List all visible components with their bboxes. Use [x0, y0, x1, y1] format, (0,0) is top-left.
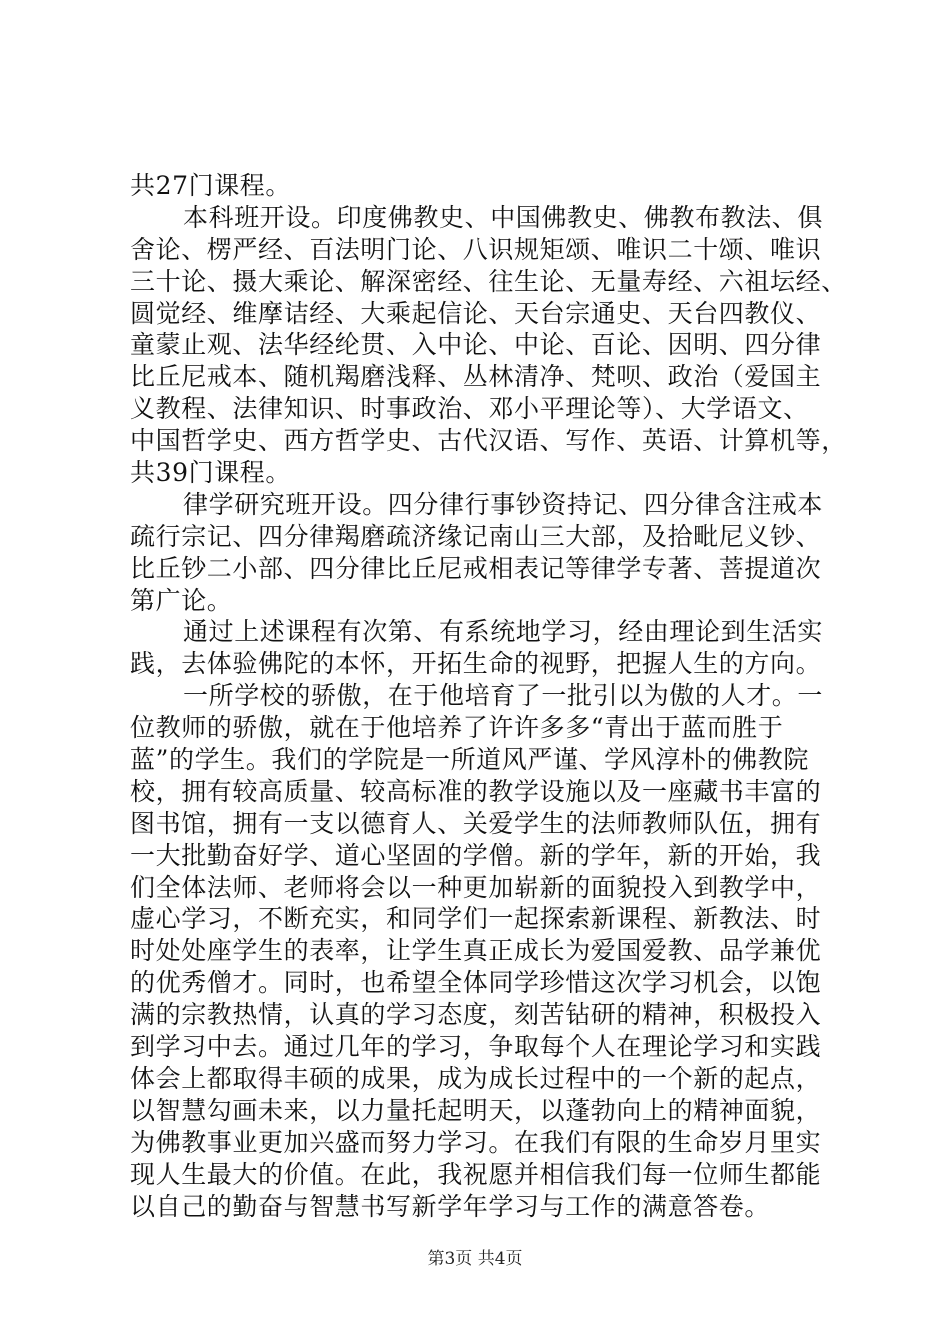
text-line: 到学习中去。通过几年的学习，争取每个人在理论学习和实践: [130, 1032, 822, 1062]
text-line: 时处处座学生的表率，让学生真正成长为爱国爱教、品学兼优: [130, 936, 822, 966]
text-line: 虚心学习，不断充实，和同学们一起探索新课程、新教法、时: [130, 904, 822, 934]
text-line: 践，去体验佛陀的本怀，开拓生命的视野，把握人生的方向。: [130, 649, 822, 679]
text-line: 图书馆，拥有一支以德育人、关爱学生的法师教师队伍，拥有: [130, 808, 822, 838]
text-line: 以自己的勤奋与智慧书写新学年学习与工作的满意答卷。: [130, 1191, 771, 1221]
text-line: 圆觉经、维摩诘经、大乘起信论、天台宗通史、天台四教仪、: [130, 298, 822, 328]
text-line: 位教师的骄傲，就在于他培养了许许多多“青出于蓝而胜于: [130, 713, 784, 743]
text-line: 疏行宗记、四分律羯磨疏济缘记南山三大部，及拾毗尼义钞、: [130, 521, 822, 551]
document-body: [130, 170, 847, 1222]
text-line: 本科班开设。印度佛教史、中国佛教史、佛教布教法、俱: [183, 202, 824, 232]
text-line: 体会上都取得丰硕的成果，成为成长过程中的一个新的起点，: [130, 1063, 822, 1093]
text-line: 中国哲学史、西方哲学史、古代汉语、写作、英语、计算机等，: [130, 426, 847, 456]
text-line: 义教程、法律知识、时事政治、邓小平理论等）、大学语文、: [130, 394, 809, 424]
text-line: 满的宗教热情，认真的学习态度，刻苦钻研的精神，积极投入: [130, 1000, 822, 1030]
text-line: 比丘尼戒本、随机羯磨浅释、丛林清净、梵呗、政治（爱国主: [130, 362, 822, 392]
text-line: 舍论、楞严经、百法明门论、八识规矩颂、唯识二十颂、唯识: [130, 234, 822, 264]
text-line: 一所学校的骄傲，在于他培育了一批引以为傲的人才。一: [183, 681, 824, 711]
text-line: 童蒙止观、法华经纶贯、入中论、中论、百论、因明、四分律: [130, 330, 822, 360]
text-line: 们全体法师、老师将会以一种更加崭新的面貌投入到教学中，: [130, 872, 822, 902]
text-line: 校，拥有较高质量、较高标准的教学设施以及一座藏书丰富的: [130, 776, 822, 806]
text-line: 以智慧勾画未来，以力量托起明天，以蓬勃向上的精神面貌，: [130, 1095, 822, 1125]
text-line: 第广论。: [130, 585, 233, 615]
text-line: 三十论、摄大乘论、解深密经、往生论、无量寿经、六祖坛经、: [130, 266, 847, 296]
text-line: 蓝”的学生。我们的学院是一所道风严谨、学风淳朴的佛教院: [130, 745, 809, 775]
text-line: 为佛教事业更加兴盛而努力学习。在我们有限的生命岁月里实: [130, 1127, 822, 1157]
text-line: 通过上述课程有次第、有系统地学习，经由理论到生活实: [183, 617, 824, 647]
page-footer: 第3页 共4页: [427, 1249, 523, 1269]
text-line: 律学研究班开设。四分律行事钞资持记、四分律含注戒本: [183, 489, 824, 519]
text-line: 共39门课程。: [130, 458, 292, 488]
text-line: 的优秀僧才。同时，也希望全体同学珍惜这次学习机会，以饱: [130, 968, 822, 998]
text-line: 比丘钞二小部、四分律比丘尼戒相表记等律学专著、菩提道次: [130, 553, 822, 583]
text-line: 现人生最大的价值。在此，我祝愿并相信我们每一位师生都能: [130, 1159, 822, 1189]
text-line: 共27门课程。: [130, 171, 292, 200]
text-line: 一大批勤奋好学、道心坚固的学僧。新的学年，新的开始，我: [130, 840, 822, 870]
